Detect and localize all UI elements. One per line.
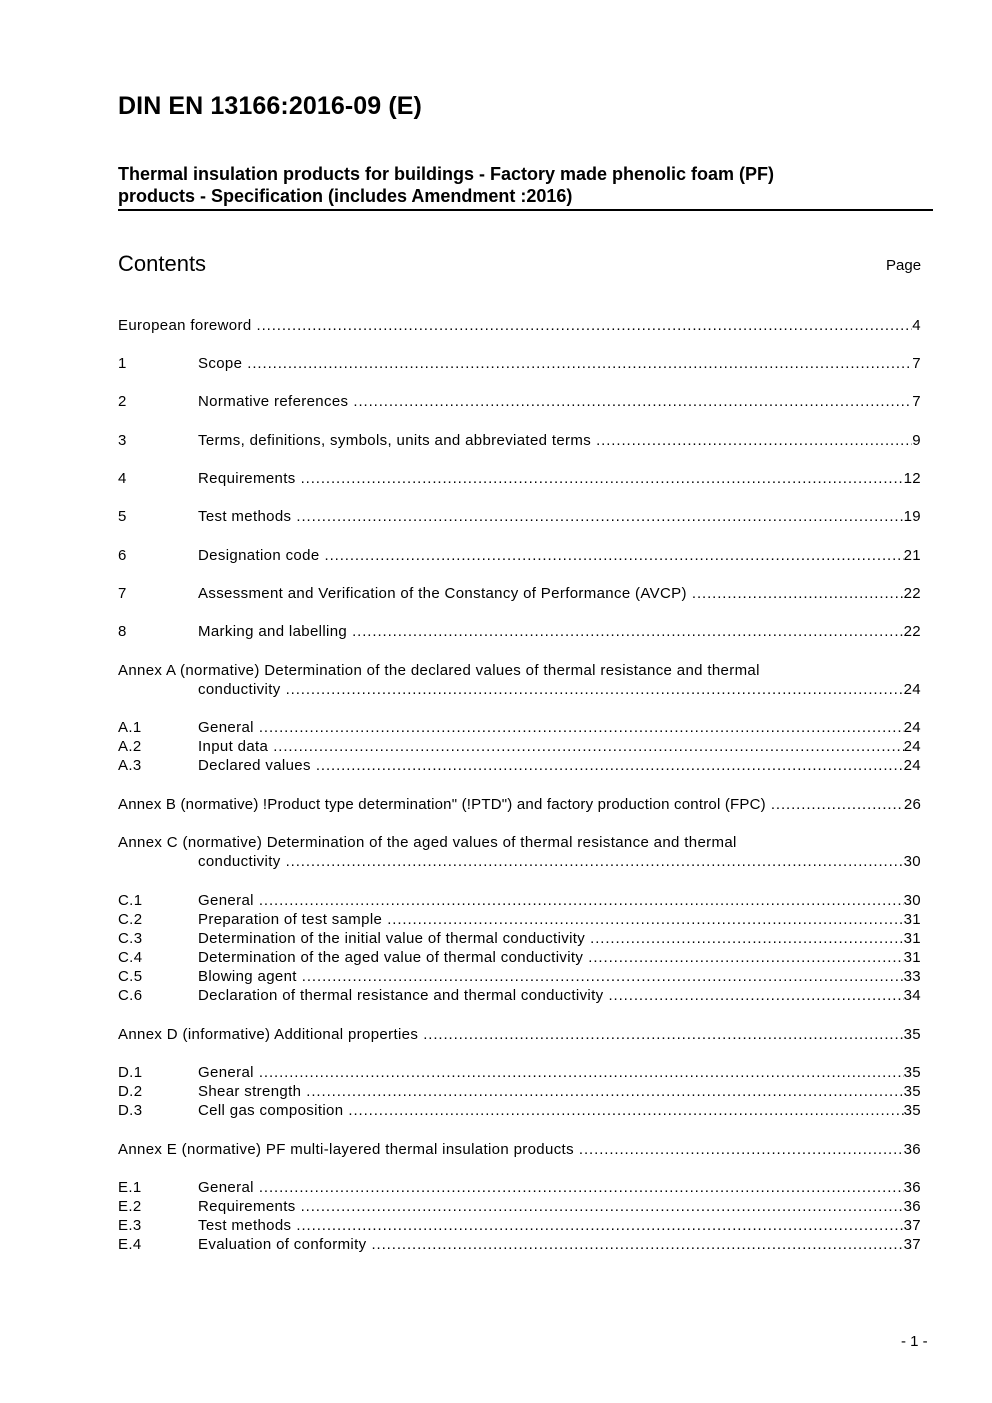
toc-page: 7 <box>912 393 921 410</box>
toc-number: C.5 <box>118 968 143 985</box>
toc-page: 31 <box>903 930 921 947</box>
toc-title: Cell gas composition <box>198 1102 344 1119</box>
toc-leader <box>296 507 903 526</box>
toc-entry-c5[interactable] <box>118 967 921 986</box>
toc-entry-2[interactable] <box>118 392 921 411</box>
toc-page: 24 <box>903 757 921 774</box>
toc-number: A.3 <box>118 757 142 774</box>
toc-number: 5 <box>118 508 127 525</box>
toc-number: E.4 <box>118 1236 142 1253</box>
toc-title: Terms, definitions, symbols, units and abbreviated terms <box>198 432 592 449</box>
toc-title: Marking and labelling <box>198 623 348 640</box>
toc-leader <box>257 316 913 335</box>
toc-leader <box>771 795 904 814</box>
toc-page: 33 <box>903 968 921 985</box>
toc-entry-annex-c-line1[interactable]: Annex C (normative) Determination of the aged values of thermal resistance and thermal <box>118 834 737 851</box>
toc-number: A.1 <box>118 719 142 736</box>
toc-title: Evaluation of conformity <box>198 1236 367 1253</box>
toc-title: Test methods <box>198 508 292 525</box>
toc-entry-d3[interactable] <box>118 1101 921 1120</box>
toc-page: 31 <box>903 911 921 928</box>
toc-entry-annex-e[interactable] <box>118 1140 921 1159</box>
toc-entry-c1[interactable] <box>118 891 921 910</box>
toc-entry-annex-c[interactable] <box>118 852 921 871</box>
toc-title: Annex D (informative) Additional properties <box>118 1026 419 1043</box>
toc-title: Assessment and Verification of the Constancy of Performance (AVCP) <box>198 585 687 602</box>
toc-title: Normative references <box>198 393 349 410</box>
toc-title: Blowing agent <box>198 968 297 985</box>
toc-entry-a2[interactable] <box>118 737 921 756</box>
toc-number: D.2 <box>118 1083 143 1100</box>
toc-leader <box>259 1063 904 1082</box>
toc-page: 36 <box>903 1141 921 1158</box>
toc-page: 36 <box>903 1179 921 1196</box>
toc-leader <box>302 967 904 986</box>
toc-title: Annex B (normative) !Product type determination" (!PTD") and factory production control (FPC) <box>118 796 766 813</box>
toc-leader <box>579 1140 904 1159</box>
toc-entry-d1[interactable] <box>118 1063 921 1082</box>
toc-title: Preparation of test sample <box>198 911 383 928</box>
toc-entry-e1[interactable] <box>118 1178 921 1197</box>
toc-entry-d2[interactable] <box>118 1082 921 1101</box>
toc-page: 37 <box>903 1217 921 1234</box>
toc-entry-foreword[interactable] <box>118 316 921 335</box>
toc-page: 35 <box>903 1102 921 1119</box>
toc-title: Declared values <box>198 757 311 774</box>
toc-page: 35 <box>903 1064 921 1081</box>
toc-page: 9 <box>912 432 921 449</box>
toc-page: 22 <box>903 585 921 602</box>
toc-title: Test methods <box>198 1217 292 1234</box>
toc-page: 7 <box>912 355 921 372</box>
toc-entry-annex-a-line1[interactable]: Annex A (normative) Determination of the declared values of thermal resistance and thermal <box>118 662 760 679</box>
toc-number: E.2 <box>118 1198 142 1215</box>
toc-leader <box>286 680 904 699</box>
toc-page: 24 <box>903 719 921 736</box>
toc-entry-e3[interactable] <box>118 1216 921 1235</box>
toc-page: 19 <box>903 508 921 525</box>
toc-entry-annex-d[interactable] <box>118 1025 921 1044</box>
toc-entry-5[interactable] <box>118 507 921 526</box>
toc-page: 30 <box>903 853 921 870</box>
toc-number: C.1 <box>118 892 143 909</box>
toc-page: 35 <box>903 1083 921 1100</box>
toc-page: 36 <box>903 1198 921 1215</box>
toc-page: 37 <box>903 1236 921 1253</box>
toc-leader <box>325 546 904 565</box>
toc-title: European foreword <box>118 317 252 334</box>
toc-entry-6[interactable] <box>118 546 921 565</box>
toc-leader <box>296 1216 903 1235</box>
toc-page: 24 <box>903 738 921 755</box>
toc-number: 4 <box>118 470 127 487</box>
subtitle-line-1: Thermal insulation products for buildings - Factory made phenolic foam (PF) <box>118 164 775 184</box>
toc-number: D.1 <box>118 1064 143 1081</box>
toc-entry-c3[interactable] <box>118 929 921 948</box>
toc-leader <box>301 1197 904 1216</box>
toc-number: C.3 <box>118 930 143 947</box>
toc-leader <box>371 1235 903 1254</box>
toc-number: 2 <box>118 393 127 410</box>
toc-entry-c2[interactable] <box>118 910 921 929</box>
toc-leader <box>423 1025 903 1044</box>
toc-entry-annex-b[interactable] <box>118 795 921 814</box>
toc-title: General <box>198 719 254 736</box>
toc-title: General <box>198 1064 254 1081</box>
toc-leader <box>259 718 904 737</box>
toc-page: 4 <box>912 317 921 334</box>
toc-leader <box>301 469 904 488</box>
page-column-label: Page <box>886 257 922 274</box>
toc-title: conductivity <box>198 853 281 870</box>
toc-leader <box>259 891 904 910</box>
toc-leader <box>247 354 912 373</box>
toc-leader <box>387 910 903 929</box>
toc-leader <box>608 986 903 1005</box>
toc-leader <box>348 1101 903 1120</box>
toc-page: 31 <box>903 949 921 966</box>
toc-number: C.6 <box>118 987 143 1004</box>
toc-entry-e2[interactable] <box>118 1197 921 1216</box>
toc-entry-1[interactable] <box>118 354 921 373</box>
toc-entry-3[interactable] <box>118 431 921 450</box>
toc-page: 26 <box>903 796 921 813</box>
toc-leader <box>588 948 903 967</box>
toc-number: E.1 <box>118 1179 142 1196</box>
toc-title: Designation code <box>198 547 320 564</box>
toc-entry-a3[interactable] <box>118 756 921 775</box>
toc-leader <box>306 1082 903 1101</box>
toc-number: 6 <box>118 547 127 564</box>
toc-page: 12 <box>903 470 921 487</box>
page-number: - 1 - <box>901 1333 928 1350</box>
toc-entry-e4[interactable] <box>118 1235 921 1254</box>
document-subtitle <box>118 163 933 211</box>
toc-number: A.2 <box>118 738 142 755</box>
toc-leader <box>273 737 903 756</box>
toc-leader <box>353 392 912 411</box>
toc-title: Requirements <box>198 1198 296 1215</box>
subtitle-line-2: products - Specification (includes Amendment :2016) <box>118 186 573 206</box>
toc-leader <box>259 1178 904 1197</box>
toc-number: 7 <box>118 585 127 602</box>
toc-title: Determination of the aged value of thermal conductivity <box>198 949 584 966</box>
toc-title: Input data <box>198 738 269 755</box>
toc-title: Determination of the initial value of thermal conductivity <box>198 930 586 947</box>
toc-page: 24 <box>903 681 921 698</box>
toc-entry-7[interactable] <box>118 584 921 603</box>
toc-number: C.2 <box>118 911 143 928</box>
toc-number: 1 <box>118 355 127 372</box>
toc-number: D.3 <box>118 1102 143 1119</box>
toc-entry-8[interactable] <box>118 622 921 641</box>
toc-entry-annex-a[interactable] <box>118 680 921 699</box>
document-id: DIN EN 13166:2016-09 (E) <box>118 92 422 120</box>
toc-title: General <box>198 1179 254 1196</box>
toc-title: Scope <box>198 355 243 372</box>
toc-number: 8 <box>118 623 127 640</box>
toc-number: E.3 <box>118 1217 142 1234</box>
toc-title: Annex E (normative) PF multi-layered thermal insulation products <box>118 1141 574 1158</box>
toc-page: 21 <box>903 547 921 564</box>
toc-entry-c6[interactable] <box>118 986 921 1005</box>
toc-title: General <box>198 892 254 909</box>
toc-title: Declaration of thermal resistance and thermal conductivity <box>198 987 604 1004</box>
toc-title: conductivity <box>198 681 281 698</box>
toc-leader <box>352 622 904 641</box>
toc-number: C.4 <box>118 949 143 966</box>
toc-number: 3 <box>118 432 127 449</box>
toc-entry-a1[interactable] <box>118 718 921 737</box>
toc-entry-4[interactable] <box>118 469 921 488</box>
toc-leader <box>596 431 912 450</box>
toc-page: 22 <box>903 623 921 640</box>
toc-entry-c4[interactable] <box>118 948 921 967</box>
toc-page: 35 <box>903 1026 921 1043</box>
toc-page: 34 <box>903 987 921 1004</box>
toc-leader <box>590 929 903 948</box>
toc-title: Shear strength <box>198 1083 302 1100</box>
toc-page: 30 <box>903 892 921 909</box>
toc-leader <box>286 852 904 871</box>
toc-leader <box>316 756 904 775</box>
contents-heading: Contents <box>118 251 207 276</box>
toc-title: Requirements <box>198 470 296 487</box>
toc-leader <box>692 584 904 603</box>
